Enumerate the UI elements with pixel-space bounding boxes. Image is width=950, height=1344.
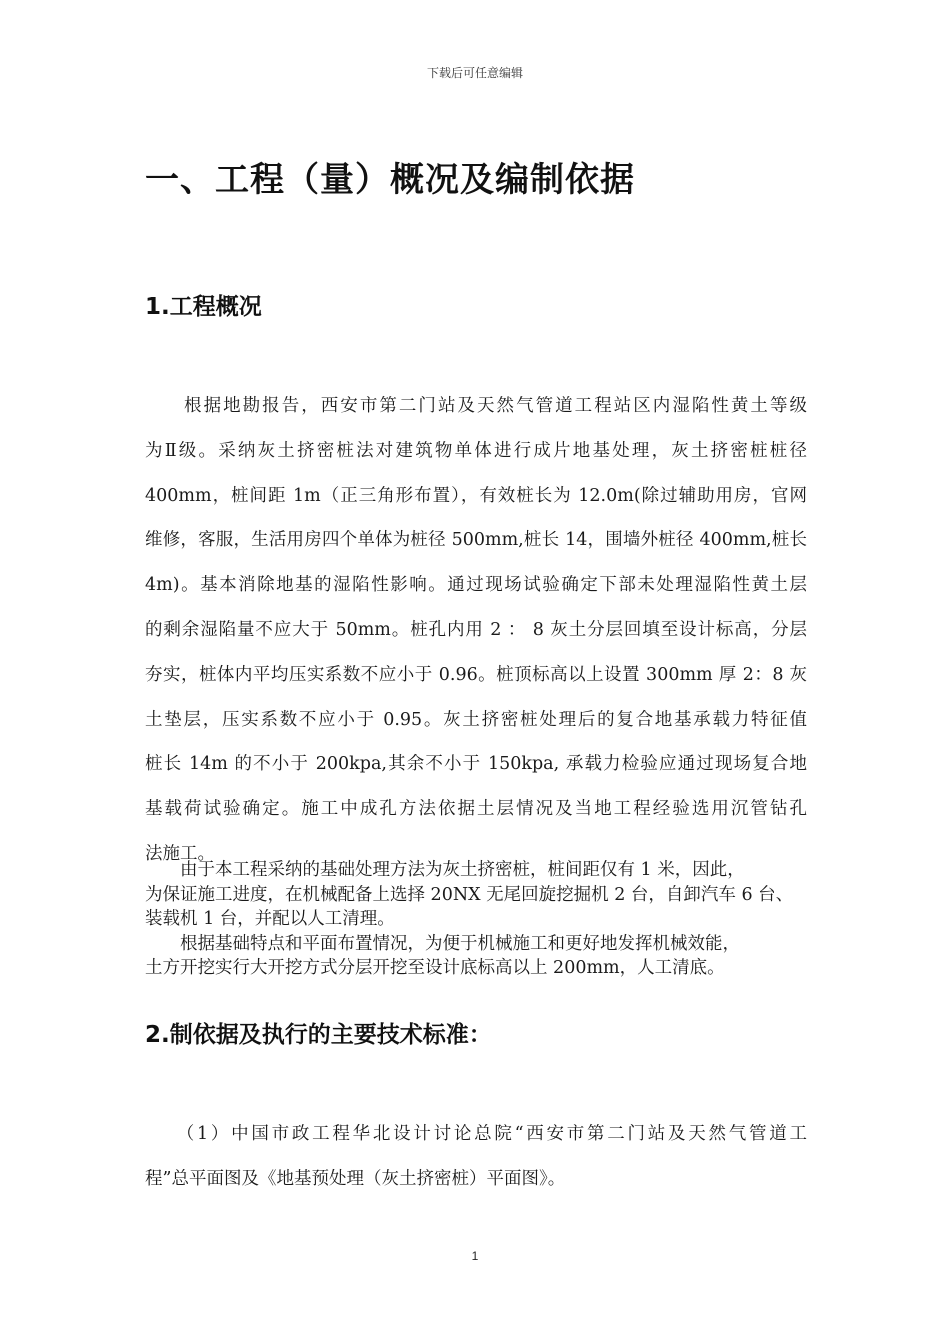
document-title: 一、工程（量）概况及编制依据 bbox=[145, 160, 635, 200]
text-line: 土垫层，压实系数不应小于 0.95。灰土挤密桩处理后的复合地基承载力特征值 bbox=[145, 709, 807, 730]
section-1-paragraph-2 bbox=[145, 858, 807, 981]
text-line: 维修，客服，生活用房四个单体为桩径 500mm,桩长 14，围墙外桩径 400mm,桩长 bbox=[145, 530, 807, 551]
page-header-note: 下载后可任意编辑 bbox=[426, 66, 523, 80]
text-line: 为Ⅱ级。采纳灰土挤密桩法对建筑物单体进行成片地基处理，灰土挤密桩桩径 bbox=[145, 440, 807, 461]
text-line: 法施工。 bbox=[145, 843, 215, 864]
text-line: 4m)。基本消除地基的湿陷性影响。通过现场试验确定下部未处理湿陷性黄土层 bbox=[145, 575, 807, 596]
text-line: 由于本工程采纳的基础处理方法为灰土挤密桩，桩间距仅有 1 米，因此， bbox=[145, 860, 745, 880]
text-line: 程”总平面图及《地基预处理（灰土挤密桩）平面图》。 bbox=[145, 1169, 566, 1189]
section-1-paragraph-1 bbox=[145, 384, 807, 877]
section-2-heading: 2.制依据及执行的主要技术标准： bbox=[145, 1022, 492, 1048]
text-line: 桩长 14m 的不小于 200kpa,其余不小于 150kpa, 承载力检验应通过现场复合地 bbox=[145, 754, 807, 775]
section-2-paragraph bbox=[145, 1112, 807, 1202]
text-line: 400mm，桩间距 1m（正三角形布置），有效桩长为 12.0m(除过辅助用房，官网 bbox=[145, 485, 807, 506]
text-line: 土方开挖实行大开挖方式分层开挖至设计底标高以上 200mm，人工清底。 bbox=[145, 958, 725, 978]
text-line: 夯实，桩体内平均压实系数不应小于 0.96。桩顶标高以上设置 300mm 厚 2：8 灰 bbox=[145, 664, 807, 685]
text-line: （1）中国市政工程华北设计讨论总院“西安市第二门站及天然气管道工 bbox=[145, 1124, 807, 1144]
text-line: 根据基础特点和平面布置情况，为便于机械施工和更好地发挥机械效能， bbox=[145, 933, 740, 954]
text-line: 的剩余湿陷量不应大于 50mm。桩孔内用 2 ： 8 灰土分层回填至设计标高，分层 bbox=[145, 619, 807, 640]
page-number: 1 bbox=[471, 1249, 479, 1263]
text-line: 基载荷试验确定。施工中成孔方法依据土层情况及当地工程经验选用沉管钻孔 bbox=[145, 799, 807, 820]
section-1-heading: 1.工程概况 bbox=[145, 294, 262, 320]
text-line: 根据地勘报告，西安市第二门站及天然气管道工程站区内湿陷性黄土等级 bbox=[145, 396, 807, 416]
text-line: 装载机 1 台，并配以人工清理。 bbox=[145, 909, 395, 929]
text-line: 为保证施工进度，在机械配备上选择 20NX 无尾回旋挖掘机 2 台，自卸汽车 6 台、 bbox=[145, 884, 794, 905]
